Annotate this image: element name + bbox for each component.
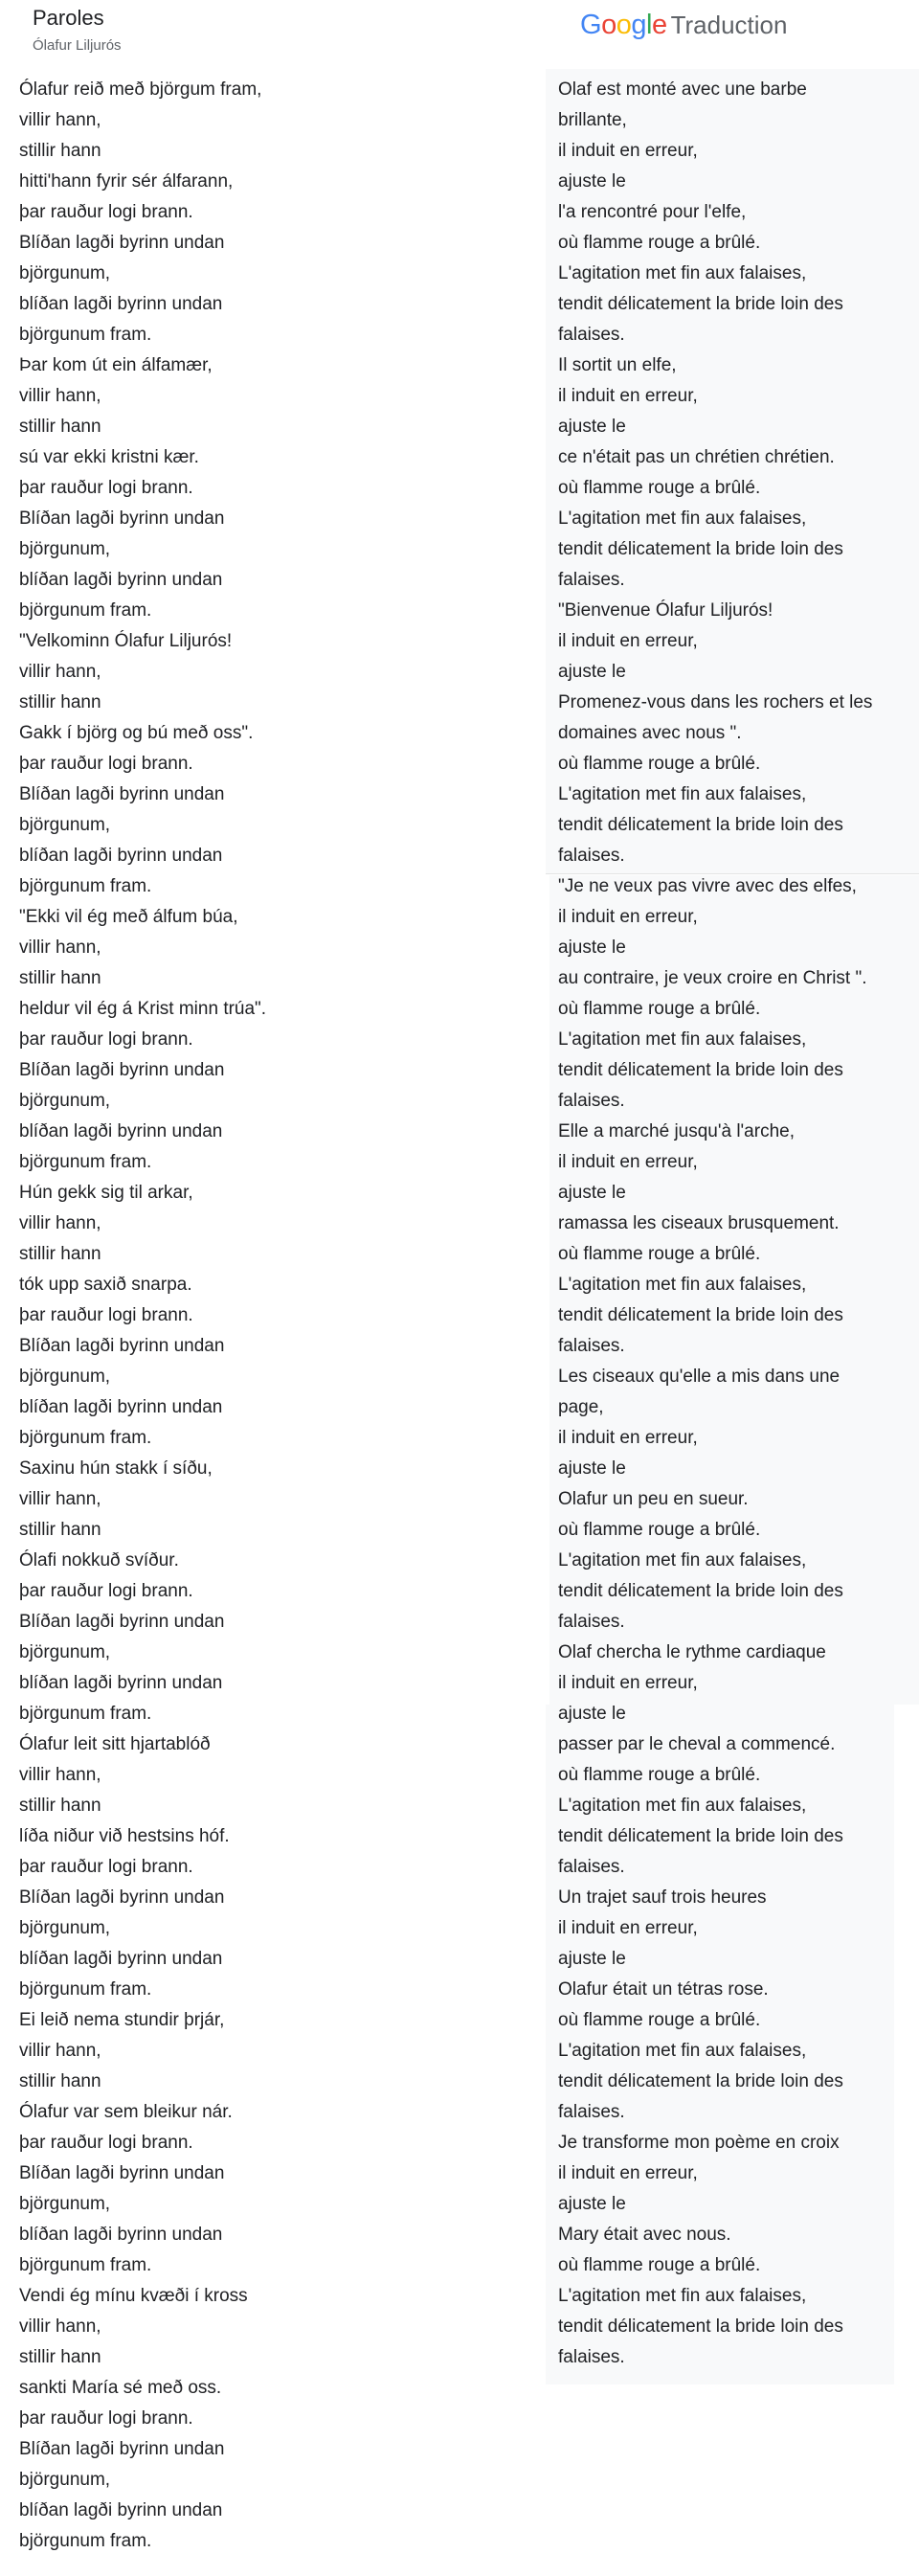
lyric-line: tók upp saxið snarpa. bbox=[19, 1275, 192, 1295]
translation-line: où flamme rouge a brûlé. bbox=[558, 2255, 761, 2275]
translation-line: falaises. bbox=[558, 846, 625, 866]
translation-line: ajuste le bbox=[558, 1458, 626, 1479]
lyric-line: villir hann, bbox=[19, 938, 101, 958]
translation-line: L'agitation met fin aux falaises, bbox=[558, 2041, 807, 2061]
lyric-line: stillir hann bbox=[19, 1796, 101, 1816]
lyric-line: Blíðan lagði byrinn undan bbox=[19, 508, 225, 529]
lyric-line: Blíðan lagði byrinn undan bbox=[19, 1336, 225, 1356]
translation-line: tendit délicatement la bride loin des bbox=[558, 1305, 843, 1325]
lyric-line: þar rauður logi brann. bbox=[19, 202, 193, 222]
translation-line: où flamme rouge a brûlé. bbox=[558, 1520, 761, 1540]
translation-line: falaises. bbox=[558, 2347, 625, 2367]
lyric-line: björgunum fram. bbox=[19, 325, 152, 345]
lyric-line: Blíðan lagði byrinn undan bbox=[19, 784, 225, 804]
lyric-line: björgunum, bbox=[19, 1091, 111, 1111]
lyric-line: blíðan lagði byrinn undan bbox=[19, 570, 223, 590]
lyric-line: björgunum, bbox=[19, 2470, 111, 2490]
lyric-line: björgunum fram. bbox=[19, 2255, 152, 2275]
google-wordmark bbox=[580, 10, 667, 40]
translation-line: il induit en erreur, bbox=[558, 2163, 698, 2183]
lyric-line: Ólafi nokkuð svíður. bbox=[19, 1550, 179, 1570]
translation-line: tendit délicatement la bride loin des bbox=[558, 539, 843, 559]
translation-line: tendit délicatement la bride loin des bbox=[558, 2316, 843, 2337]
translation-line: L'agitation met fin aux falaises, bbox=[558, 508, 807, 529]
google-letter: G bbox=[580, 10, 602, 40]
translation-line: Olafur était un tétras rose. bbox=[558, 1979, 769, 2000]
lyric-line: Hún gekk sig til arkar, bbox=[19, 1183, 193, 1203]
lyric-line: björgunum fram. bbox=[19, 2531, 152, 2551]
lyric-line: villir hann, bbox=[19, 1489, 101, 1509]
lyric-line: sankti María sé með oss. bbox=[19, 2378, 222, 2398]
lyric-line: þar rauður logi brann. bbox=[19, 2408, 193, 2429]
translation-line: au contraire, je veux croire en Christ ". bbox=[558, 968, 867, 988]
translation-line: L'agitation met fin aux falaises, bbox=[558, 263, 807, 283]
lyric-line: björgunum fram. bbox=[19, 876, 152, 896]
lyric-line: Blíðan lagði byrinn undan bbox=[19, 2439, 225, 2459]
translation-line: "Bienvenue Ólafur Liljurós! bbox=[558, 600, 773, 621]
translation-line: Elle a marché jusqu'à l'arche, bbox=[558, 1121, 795, 1141]
translation-line: L'agitation met fin aux falaises, bbox=[558, 1275, 807, 1295]
google-translate-logo[interactable] bbox=[580, 10, 787, 41]
lyric-line: stillir hann bbox=[19, 141, 101, 161]
lyric-line: Þar kom út ein álfamær, bbox=[19, 355, 213, 375]
lyric-line: Blíðan lagði byrinn undan bbox=[19, 2163, 225, 2183]
lyric-line: blíðan lagði byrinn undan bbox=[19, 1949, 223, 1969]
translation-line: Mary était avec nous. bbox=[558, 2225, 731, 2245]
lyric-line: björgunum, bbox=[19, 1918, 111, 1938]
translation-line: Olaf chercha le rythme cardiaque bbox=[558, 1642, 826, 1662]
translation-line: Je transforme mon poème en croix bbox=[558, 2133, 840, 2153]
lyric-line: þar rauður logi brann. bbox=[19, 478, 193, 498]
lyric-line: stillir hann bbox=[19, 1244, 101, 1264]
translation-line: ajuste le bbox=[558, 1704, 626, 1724]
lyric-line: heldur vil ég á Krist minn trúa". bbox=[19, 999, 267, 1019]
lyric-line: villir hann, bbox=[19, 662, 101, 682]
lyric-line: Blíðan lagði byrinn undan bbox=[19, 1887, 225, 1908]
lyric-line: björgunum fram. bbox=[19, 1704, 152, 1724]
translation-line: tendit délicatement la bride loin des bbox=[558, 1060, 843, 1080]
translation-line: falaises. bbox=[558, 1336, 625, 1356]
lyric-line: þar rauður logi brann. bbox=[19, 754, 193, 774]
translation-line: ajuste le bbox=[558, 938, 626, 958]
google-letter: o bbox=[616, 10, 632, 40]
google-letter: o bbox=[601, 10, 616, 40]
lyric-line: stillir hann bbox=[19, 968, 101, 988]
translation-line: il induit en erreur, bbox=[558, 631, 698, 651]
translation-line: où flamme rouge a brûlé. bbox=[558, 478, 761, 498]
lyric-line: þar rauður logi brann. bbox=[19, 1029, 193, 1050]
lyric-line: blíðan lagði byrinn undan bbox=[19, 2500, 223, 2520]
translation-line: tendit délicatement la bride loin des bbox=[558, 815, 843, 835]
translation-line: il induit en erreur, bbox=[558, 386, 698, 406]
lyric-line: "Ekki vil ég með álfum búa, bbox=[19, 907, 238, 927]
lyric-line: "Velkominn Ólafur Liljurós! bbox=[19, 631, 233, 651]
lyric-line: Vendi ég mínu kvæði í kross bbox=[19, 2286, 248, 2306]
lyric-line: blíðan lagði byrinn undan bbox=[19, 1397, 223, 1417]
translation-line: L'agitation met fin aux falaises, bbox=[558, 2286, 807, 2306]
lyric-line: Ólafur var sem bleikur nár. bbox=[19, 2102, 233, 2122]
translation-line: tendit délicatement la bride loin des bbox=[558, 1581, 843, 1601]
translation-line: il induit en erreur, bbox=[558, 1673, 698, 1693]
lyric-line: björgunum fram. bbox=[19, 600, 152, 621]
translation-line: ajuste le bbox=[558, 417, 626, 437]
lyric-line: blíðan lagði byrinn undan bbox=[19, 2225, 223, 2245]
google-letter: e bbox=[651, 10, 667, 40]
lyric-line: blíðan lagði byrinn undan bbox=[19, 1673, 223, 1693]
lyric-line: björgunum, bbox=[19, 263, 111, 283]
lyric-line: Ei leið nema stundir þrjár, bbox=[19, 2010, 225, 2030]
google-letter: g bbox=[631, 10, 646, 40]
translation-line: tendit délicatement la bride loin des bbox=[558, 1826, 843, 1846]
lyric-line: blíðan lagði byrinn undan bbox=[19, 294, 223, 314]
translation-line: Il sortit un elfe, bbox=[558, 355, 677, 375]
translation-line: il induit en erreur, bbox=[558, 1152, 698, 1172]
translation-line: où flamme rouge a brûlé. bbox=[558, 1244, 761, 1264]
translation-line: ajuste le bbox=[558, 1183, 626, 1203]
translation-line: ramassa les ciseaux brusquement. bbox=[558, 1213, 840, 1233]
lyric-line: Saxinu hún stakk í síðu, bbox=[19, 1458, 213, 1479]
lyric-line: björgunum, bbox=[19, 2194, 111, 2214]
translation-line: ajuste le bbox=[558, 662, 626, 682]
translation-line: il induit en erreur, bbox=[558, 1428, 698, 1448]
translation-line: tendit délicatement la bride loin des bbox=[558, 2071, 843, 2091]
translation-line: ajuste le bbox=[558, 171, 626, 192]
translate-wordmark: Traduction bbox=[670, 11, 788, 39]
lyric-line: Ólafur leit sitt hjartablóð bbox=[19, 1734, 211, 1754]
translation-line: page, bbox=[558, 1397, 604, 1417]
translated-lyrics bbox=[558, 75, 919, 2373]
lyric-line: Blíðan lagði byrinn undan bbox=[19, 1060, 225, 1080]
lyric-line: Blíðan lagði byrinn undan bbox=[19, 233, 225, 253]
lyric-line: villir hann, bbox=[19, 2041, 101, 2061]
lyrics-author: Ólafur Liljurós bbox=[33, 37, 122, 54]
lyric-line: þar rauður logi brann. bbox=[19, 1857, 193, 1877]
lyric-line: björgunum, bbox=[19, 539, 111, 559]
translation-line: il induit en erreur, bbox=[558, 1918, 698, 1938]
lyric-line: villir hann, bbox=[19, 2316, 101, 2337]
translation-line: où flamme rouge a brûlé. bbox=[558, 2010, 761, 2030]
translation-line: il induit en erreur, bbox=[558, 141, 698, 161]
lyric-line: þar rauður logi brann. bbox=[19, 1305, 193, 1325]
translation-line: l'a rencontré pour l'elfe, bbox=[558, 202, 747, 222]
lyric-line: blíðan lagði byrinn undan bbox=[19, 846, 223, 866]
translation-line: Olafur un peu en sueur. bbox=[558, 1489, 749, 1509]
lyric-line: björgunum, bbox=[19, 815, 111, 835]
lyric-line: björgunum fram. bbox=[19, 1979, 152, 2000]
lyric-line: villir hann, bbox=[19, 1765, 101, 1785]
header bbox=[0, 0, 919, 67]
lyric-line: Ólafur reið með björgum fram, bbox=[19, 79, 262, 100]
lyric-line: villir hann, bbox=[19, 110, 101, 130]
translation-line: L'agitation met fin aux falaises, bbox=[558, 1550, 807, 1570]
lyric-line: Gakk í björg og bú með oss". bbox=[19, 723, 254, 743]
lyric-line: stillir hann bbox=[19, 417, 101, 437]
lyric-line: björgunum, bbox=[19, 1367, 111, 1387]
translation-line: passer par le cheval a commencé. bbox=[558, 1734, 836, 1754]
translation-line: ajuste le bbox=[558, 1949, 626, 1969]
google-letter: l bbox=[645, 10, 652, 40]
translation-line: falaises. bbox=[558, 2102, 625, 2122]
lyric-line: Blíðan lagði byrinn undan bbox=[19, 1612, 225, 1632]
translation-line: Les ciseaux qu'elle a mis dans une bbox=[558, 1367, 841, 1387]
translation-line: où flamme rouge a brûlé. bbox=[558, 754, 761, 774]
lyric-line: líða niður við hestsins hóf. bbox=[19, 1826, 230, 1846]
lyric-line: björgunum fram. bbox=[19, 1428, 152, 1448]
original-lyrics bbox=[19, 75, 527, 2557]
translation-line: L'agitation met fin aux falaises, bbox=[558, 1029, 807, 1050]
translation-line: brillante, bbox=[558, 110, 627, 130]
translation-line: Un trajet sauf trois heures bbox=[558, 1887, 767, 1908]
lyric-line: sú var ekki kristni kær. bbox=[19, 447, 199, 467]
translation-line: falaises. bbox=[558, 1091, 625, 1111]
lyric-line: villir hann, bbox=[19, 386, 101, 406]
translation-line: falaises. bbox=[558, 325, 625, 345]
lyrics-title: Paroles bbox=[33, 6, 104, 30]
translation-line: falaises. bbox=[558, 1612, 625, 1632]
lyric-line: stillir hann bbox=[19, 692, 101, 712]
translation-line: L'agitation met fin aux falaises, bbox=[558, 784, 807, 804]
translation-line: il induit en erreur, bbox=[558, 907, 698, 927]
translation-line: ajuste le bbox=[558, 2194, 626, 2214]
translation-line: L'agitation met fin aux falaises, bbox=[558, 1796, 807, 1816]
lyric-line: stillir hann bbox=[19, 2347, 101, 2367]
translation-line: tendit délicatement la bride loin des bbox=[558, 294, 843, 314]
translation-line: domaines avec nous ". bbox=[558, 723, 742, 743]
lyric-line: þar rauður logi brann. bbox=[19, 1581, 193, 1601]
translation-line: Promenez-vous dans les rochers et les bbox=[558, 692, 873, 712]
translation-line: ce n'était pas un chrétien chrétien. bbox=[558, 447, 835, 467]
lyric-line: björgunum fram. bbox=[19, 1152, 152, 1172]
lyric-line: þar rauður logi brann. bbox=[19, 2133, 193, 2153]
translation-line: Olaf est monté avec une barbe bbox=[558, 79, 807, 100]
translation-line: falaises. bbox=[558, 570, 625, 590]
translation-line: où flamme rouge a brûlé. bbox=[558, 233, 761, 253]
translation-line: falaises. bbox=[558, 1857, 625, 1877]
lyric-line: björgunum, bbox=[19, 1642, 111, 1662]
lyric-line: hitti'hann fyrir sér álfarann, bbox=[19, 171, 234, 192]
lyric-line: stillir hann bbox=[19, 1520, 101, 1540]
lyric-line: blíðan lagði byrinn undan bbox=[19, 1121, 223, 1141]
translation-line: où flamme rouge a brûlé. bbox=[558, 999, 761, 1019]
lyric-line: villir hann, bbox=[19, 1213, 101, 1233]
translation-line: où flamme rouge a brûlé. bbox=[558, 1765, 761, 1785]
translation-line: "Je ne veux pas vivre avec des elfes, bbox=[558, 876, 857, 896]
lyric-line: stillir hann bbox=[19, 2071, 101, 2091]
